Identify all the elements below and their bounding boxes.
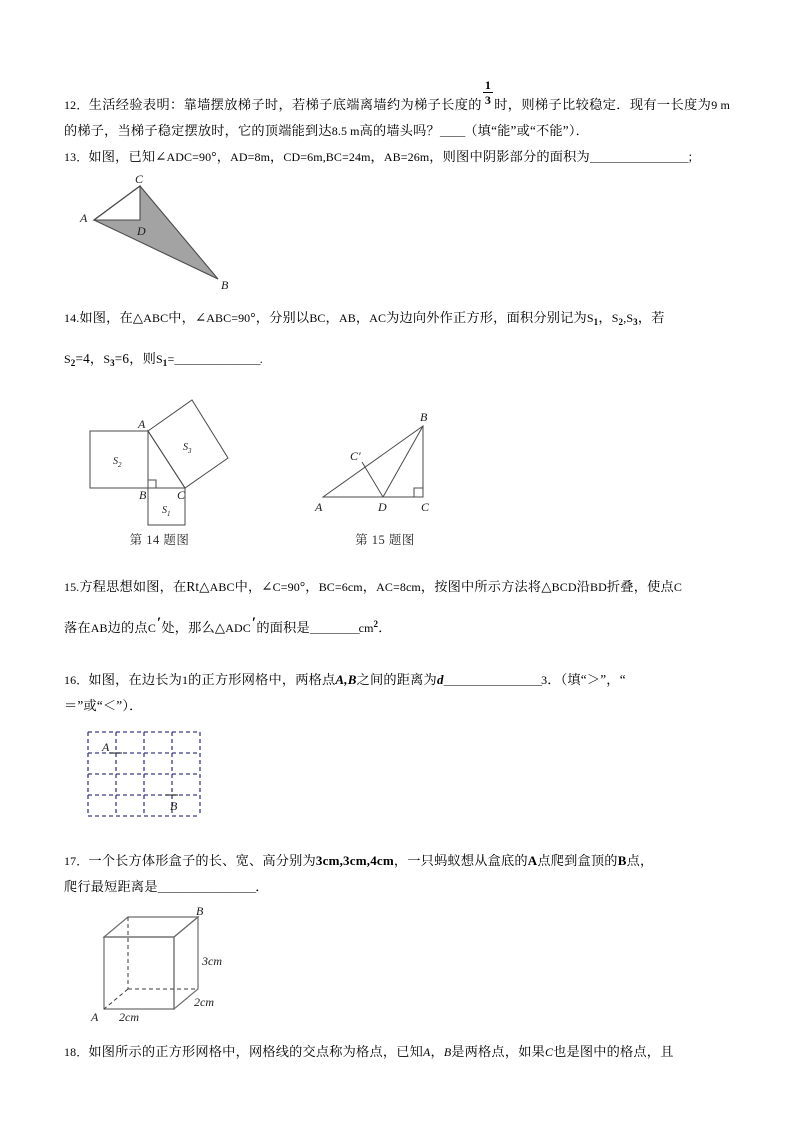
question-15-unit-exponent: 2	[373, 619, 379, 629]
question-14-l2-s2-sub: 2	[70, 358, 76, 368]
question-15-l2-d: 处，那么△	[161, 620, 226, 635]
question-15-l2-prime-2: ′	[251, 615, 257, 631]
question-14-line-2	[64, 346, 730, 376]
question-16-number: 16．	[64, 673, 89, 687]
question-14-number: 14.	[64, 311, 80, 325]
figure-question-16	[82, 726, 730, 826]
question-16	[64, 667, 730, 693]
shaded-triangle-acb	[94, 186, 218, 279]
question-12	[64, 78, 730, 144]
question-14-side-3: AC	[369, 311, 387, 325]
question-14-l2-eq3: =6，则	[114, 351, 157, 366]
question-13-number: 13．	[64, 150, 89, 164]
question-16-text-c: 之间的距离为	[356, 672, 437, 687]
question-18-sep: ，	[430, 1044, 444, 1059]
question-17-text-d: 点，	[626, 853, 654, 868]
question-15-answer-blank[interactable]: ＿＿＿＿	[309, 620, 359, 635]
triangle-abc-15	[323, 426, 423, 497]
question-13-degree-1: °	[211, 149, 217, 164]
question-12-text-d: 高的墙头吗？	[359, 123, 440, 138]
question-14-side-1: BC	[309, 311, 326, 325]
box-front-face	[104, 937, 174, 1009]
question-15-l2-b: 边的点	[107, 620, 148, 635]
page-content	[64, 78, 730, 1065]
fraction-denominator: 3	[484, 93, 492, 107]
question-15-segment: BD	[590, 580, 607, 594]
question-18-text-a: 如图所示的正方形网格中，网格线的交点称为格点，已知	[88, 1044, 423, 1059]
question-17-l2-a: 爬行最短距离是	[64, 879, 158, 894]
question-14-l2-s1: S	[156, 352, 163, 366]
question-13-cond-3: CD=6m,	[283, 150, 326, 164]
question-14-l2-s2: S	[64, 352, 71, 366]
question-13-tail: ；	[687, 150, 700, 164]
question-12-number: 12．	[64, 98, 89, 112]
question-18-number: 18．	[64, 1045, 89, 1059]
question-18-text-b: 是两格点，如果	[451, 1044, 545, 1059]
figure-14-label-s1: $S_1$	[162, 505, 171, 518]
question-12-text-e: （填“能”或“不能”）．	[464, 123, 590, 138]
figure-17-label-a: A	[91, 1010, 99, 1024]
question-14-degree: °	[250, 310, 256, 325]
question-14-l2-eq-end: =	[167, 352, 175, 366]
question-14	[64, 305, 730, 335]
question-14-l2-s3-sub: 3	[110, 358, 115, 368]
question-14-triangle: ABC	[143, 311, 169, 325]
figure-17-svg	[86, 905, 276, 1023]
figure-14-label-s2: $S_2$	[113, 456, 122, 469]
segment-bd	[383, 426, 423, 497]
question-15-text-d: ，按图中所示方法将△	[420, 579, 552, 594]
question-16-answer-blank[interactable]: ＿＿＿＿＿＿＿＿	[443, 672, 542, 687]
question-15-text-b: 中，∠	[234, 579, 273, 594]
question-15-tail: ．	[378, 620, 392, 635]
right-angle-mark-c	[414, 488, 423, 497]
question-14-s3-subscript: 3	[633, 317, 638, 327]
question-14-text-d: 为边向外作正方形，面积分别记为	[386, 310, 587, 325]
question-14-l2-eq2: =4，	[75, 351, 104, 366]
question-14-l2-s1-sub: 1	[162, 358, 168, 368]
question-13-text-c: ，则图中阴影部分的面积为	[429, 149, 590, 164]
question-15-sep-1: ，	[362, 579, 377, 594]
question-16-three: 3	[541, 673, 548, 687]
figure-14-caption: 第 14 题图	[129, 533, 190, 547]
question-12-text-a: 生活经验表明：靠墙摆放梯子时，若梯子底端离墙约为梯子长度的	[88, 97, 482, 112]
figure-14-label-s3: $S_3$	[183, 442, 192, 455]
question-16-line-2	[64, 693, 730, 718]
figure-15-label-d: D	[378, 500, 387, 514]
question-14-text-a: 如图，在△	[79, 310, 144, 325]
question-16-l2: ＝”或“＜”）．	[64, 698, 143, 713]
segment-dc-prime	[362, 462, 383, 497]
question-17	[64, 848, 730, 874]
figure-question-15	[315, 404, 455, 548]
question-15-cond-2: BC=6cm	[318, 580, 363, 594]
figure-17-dim-width: 2cm	[119, 1010, 139, 1024]
figure-16-label-b: B	[170, 799, 178, 813]
question-16-text-a: 如图，在边长为	[88, 672, 183, 687]
question-15-number: 15.	[64, 580, 80, 594]
question-15-l2-c: C	[147, 621, 156, 635]
figure-15-svg	[315, 404, 455, 516]
question-17-number: 17．	[64, 854, 89, 868]
question-14-s1-subscript: 1	[593, 317, 599, 327]
question-18-point-c: C	[544, 1045, 554, 1059]
figure-question-17	[86, 905, 730, 1023]
figure-14-label-b: B	[139, 488, 147, 502]
figure-15-label-b: B	[420, 410, 428, 424]
question-17-tail: ．	[255, 879, 269, 894]
question-12-length-value: 9 m	[711, 98, 730, 112]
figure-14-label-a: A	[138, 417, 146, 431]
box-top-face	[104, 917, 198, 937]
question-14-s2-symbol: S	[611, 311, 619, 325]
question-16-points: A,B	[335, 672, 357, 687]
question-15-l2-ab: AB	[90, 621, 108, 635]
question-14-sep-3: ，	[598, 310, 612, 325]
question-17-text-c: 点爬到盒顶的	[537, 853, 618, 868]
question-14-text-b: 中，∠	[168, 310, 207, 325]
question-13-cond-4: BC=24m	[325, 150, 371, 164]
question-14-text-e: ，若	[637, 310, 665, 325]
question-12-text-b: 时，则梯子比较稳定．现有一长度为	[494, 97, 712, 112]
question-13-sep-1: ，	[270, 149, 284, 164]
question-14-l2-s3: S	[103, 352, 111, 366]
question-18	[64, 1039, 730, 1065]
question-15-unit: cm	[358, 621, 374, 635]
figures-14-15-row	[64, 388, 730, 548]
question-14-s1-symbol: S	[586, 311, 594, 325]
question-13-cond-5: AB=26m	[383, 150, 430, 164]
question-15-triangle-2: BCD	[551, 580, 577, 594]
question-15-line-2	[64, 611, 730, 641]
question-15-text-a: 方程思想如图，在Rt△	[79, 579, 210, 594]
question-15-l2-e: 的面积是	[256, 620, 310, 635]
box-hidden-edge-diagonal	[104, 989, 128, 1009]
question-15-triangle: ABC	[209, 580, 235, 594]
question-13-text-b: ，	[216, 149, 231, 164]
question-15-l2-prime: ′	[156, 615, 162, 631]
square-s2	[90, 431, 148, 488]
question-18-text-c: 也是图中的格点，且	[553, 1044, 674, 1059]
fraction-one-third	[483, 79, 493, 106]
figure-17-label-b: B	[196, 904, 204, 918]
figure-13-svg	[78, 174, 278, 292]
question-13-cond-1: ADC=90	[166, 150, 212, 164]
figure-13-label-b: B	[221, 278, 229, 292]
question-14-tail: .	[259, 352, 263, 366]
figure-13-label-a: A	[80, 211, 88, 225]
question-13-answer-blank[interactable]: ＿＿＿＿＿＿＿＿	[589, 149, 688, 164]
right-angle-mark-b	[148, 480, 156, 488]
figure-question-13	[78, 174, 730, 292]
question-14-answer-blank[interactable]: ＿＿＿＿＿＿＿	[174, 351, 260, 366]
question-13-text-a: 如图，已知∠	[88, 149, 167, 164]
question-12-text-c: 的梯子，当梯子稳定摆放时，它的顶端能到达	[64, 123, 332, 138]
question-14-s3-symbol: S	[626, 311, 634, 325]
question-17-answer-blank[interactable]: ＿＿＿＿＿＿＿＿	[157, 879, 256, 894]
question-17-text-b: ，一只蚂蚁想从盒底的	[393, 853, 528, 868]
question-13-sep-2: ，	[370, 149, 384, 164]
question-16-text-b: 的正方形网格中，两格点	[188, 672, 336, 687]
question-15-cond-1: C=90	[272, 580, 300, 594]
question-14-s2-subscript: 2	[618, 317, 624, 327]
question-15-point-c: C	[673, 580, 682, 594]
question-15-text-f: 折叠，使点	[606, 579, 674, 594]
question-15-text-e: 沿	[576, 579, 591, 594]
figure-16-svg	[82, 726, 212, 826]
question-16-one: 1	[182, 673, 189, 687]
question-18-point-a: A	[423, 1045, 431, 1059]
question-14-sep-4: ,	[623, 311, 627, 325]
question-17-dimensions: 3cm,3cm,4cm	[315, 853, 394, 868]
question-15-text-c: ，	[305, 579, 319, 594]
question-14-sep-2: ，	[355, 310, 370, 325]
question-15-cond-3: AC=8cm	[376, 580, 421, 594]
question-17-text-a: 一个长方体形盒子的长、宽、高分别为	[88, 853, 316, 868]
figure-question-14	[82, 388, 237, 548]
question-14-cond-1: ABC=90	[206, 311, 251, 325]
fraction-numerator: 1	[484, 78, 492, 92]
figure-16-label-a: A	[102, 740, 110, 754]
question-15-l2-a: 落在	[64, 620, 91, 635]
question-15-degree: °	[299, 579, 306, 594]
question-17-point-a: A	[527, 853, 538, 868]
question-12-answer-blank[interactable]: ＿＿	[439, 123, 465, 138]
question-13	[64, 144, 730, 170]
question-14-text-c: ，分别以	[255, 310, 310, 325]
question-14-side-2: AB	[338, 311, 356, 325]
figure-15-label-a: A	[315, 500, 323, 514]
square-s3	[148, 400, 228, 488]
figure-17-dim-depth: 2cm	[194, 995, 214, 1009]
question-13-cond-2: AD=8m	[230, 150, 271, 164]
question-16-text-d: ．（填“＞”，“	[547, 672, 626, 687]
figure-15-caption: 第 15 题图	[355, 533, 415, 547]
question-15-l2-triangle: ADC	[225, 621, 251, 635]
figure-14-svg	[82, 388, 237, 516]
question-17-line-2	[64, 874, 730, 899]
question-17-point-b: B	[617, 853, 627, 868]
figure-15-label-c: C	[421, 500, 430, 514]
figure-14-label-c: C	[177, 488, 186, 502]
figure-13-label-d: D	[137, 224, 146, 238]
question-14-sep-1: ，	[325, 310, 339, 325]
question-12-height-value: 8.5 m	[331, 124, 360, 138]
question-15	[64, 574, 730, 600]
figure-13-label-c: C	[135, 172, 144, 186]
question-18-point-b: B	[443, 1045, 452, 1059]
figure-17-dim-height: 3cm	[202, 954, 222, 968]
question-16-distance-symbol: d	[436, 672, 444, 687]
figure-15-label-c-prime: C′	[350, 449, 361, 463]
